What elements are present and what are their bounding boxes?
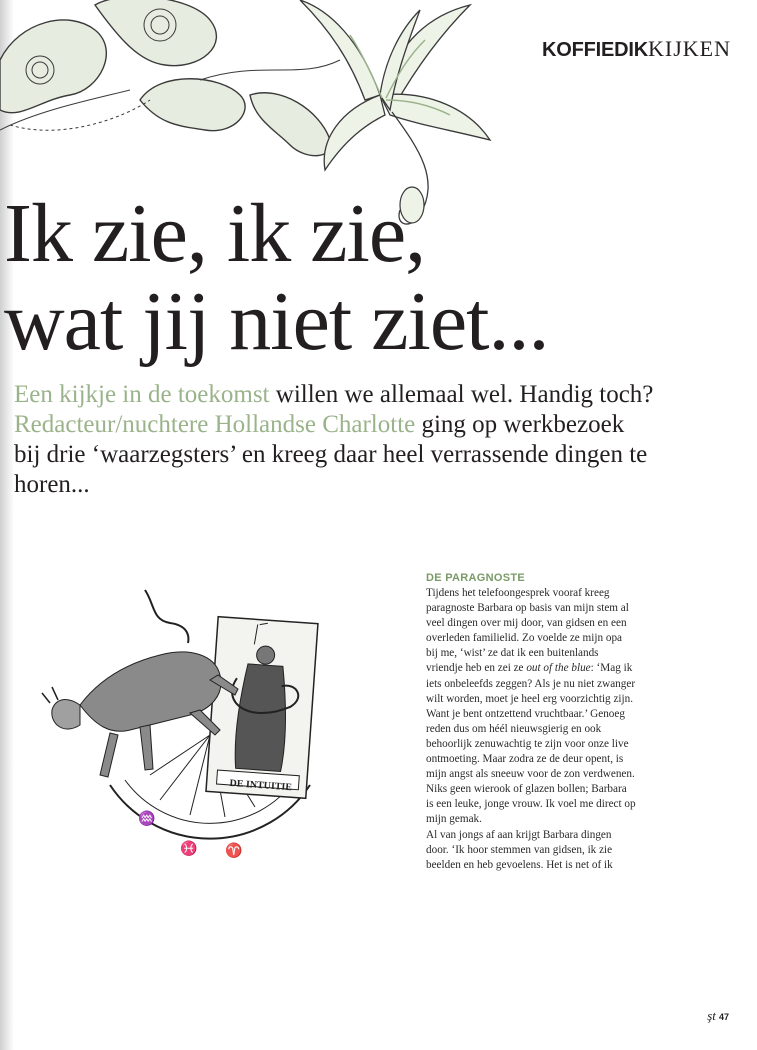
intro-text-2: ging op werkbezoek bij drie ‘waarzegsters’ en kreeg daar heel verrassende dingen te horen... [14,411,648,498]
page-folio [707,1008,729,1024]
section-label [542,36,731,62]
bull-tarot-zodiac-illustration [40,585,370,875]
article-paragraph-1-end: : ‘Mag ik iets onbeleefds zeggen? Als je nu niet zwanger wilt worden, moet je heel erg voorzichtig zijn. Want je bent ontzettend vruchtbaar.’ Genoeg reden dus om héél nieuwsgierig en ook behoorlijk zenuwachtig te zijn voor onze live ontmoeting. Maar zodra ze de deur opent, is mijn angst als sneeuw voor de zon verdwenen. Niks geen wierook of glazen bollen; Barbara is een leuke, jonge vrouw. Ik voel me direct op mijn gemak. [426,662,636,826]
article-section-heading: DE PARAGNOSTE [426,572,526,584]
section-label-light: KIJKEN [648,36,731,61]
tarot-card [206,617,318,799]
article-intro [14,380,654,500]
intro-highlight-2: Redacteur/nuchtere Hollandse Charlotte [14,411,416,438]
article-body [426,586,636,873]
article-paragraph-1 [426,586,636,828]
intro-text-1: willen we allemaal wel. Handig toch? [269,381,654,408]
page-number: 47 [718,1012,729,1022]
section-label-bold: KOFFIEDIK [542,39,648,61]
article-paragraph-1-start: Tijdens het telefoongesprek vooraf kreeg paragnoste Barbara op basis van mijn stem al veel dingen over mij door, van gidsen en een overleden familielid. Zo voelde ze mijn opa bij me, ‘wist’ ze dat ik een buitenlands vriendje heb en zei ze [426,587,629,675]
tarot-card-caption: DE INTUITIE [229,777,293,794]
title-line-1: Ik zie, ik zie, [4,187,426,280]
intro-highlight-1: Een kijkje in de toekomst [14,381,270,408]
title-line-2: wat jij niet ziet... [4,275,549,368]
article-column [426,572,636,873]
article-italic-phrase: out of the blue [526,662,591,675]
magazine-logo-mark: şt [707,1008,716,1023]
article-title [4,187,549,368]
article-paragraph-2: Al van jongs af aan krijgt Barbara dingen door. ‘Ik hoor stemmen van gidsen, ik zie beelden en heb gevoelens. Het is net of ik [426,828,613,871]
zodiac-glyph-aries: ♈ [225,844,243,859]
zodiac-glyph-pisces: ♓ [180,842,198,857]
zodiac-glyph-aquarius: ♒ [138,812,156,827]
